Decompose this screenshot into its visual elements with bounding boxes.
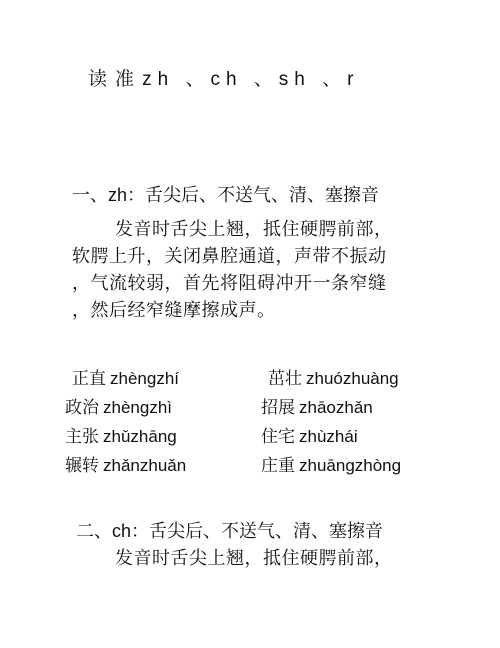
- section-initial: zh: [108, 185, 128, 205]
- paragraph-line: 软腭上升，关闭鼻腔通道，声带不振动: [72, 246, 387, 267]
- word-pinyin: zhùzhái: [299, 427, 358, 446]
- word-item: [65, 397, 172, 419]
- section-number: 一、: [72, 185, 108, 206]
- word-item: [261, 455, 401, 477]
- word-item: [268, 368, 399, 390]
- title-prefix: 读 准: [88, 68, 136, 90]
- paragraph-line: ，然后经窄缝摩擦成声。: [72, 300, 276, 321]
- title-letters: zh 、ch 、sh 、r: [142, 69, 360, 90]
- word-pinyin: zhǔzhāng: [103, 427, 177, 446]
- section-heading-ch: [76, 520, 383, 543]
- word-item: [72, 368, 179, 390]
- word-pinyin: zhāozhǎn: [299, 398, 373, 417]
- word-hanzi: 辗转: [65, 456, 99, 476]
- word-item: [65, 426, 177, 448]
- word-hanzi: 茁壮: [268, 369, 302, 389]
- word-pinyin: zhǎnzhuǎn: [103, 456, 187, 475]
- word-hanzi: 正直: [72, 369, 106, 389]
- word-hanzi: 住宅: [261, 427, 295, 447]
- section-description: ：舌尖后、不送气、清、塞擦音: [131, 521, 384, 542]
- word-pinyin: zhèngzhí: [110, 369, 179, 388]
- word-hanzi: 政治: [65, 398, 99, 418]
- word-hanzi: 主张: [65, 427, 99, 447]
- word-hanzi: 庄重: [261, 456, 295, 476]
- word-hanzi: 招展: [261, 398, 295, 418]
- word-pinyin: zhuózhuàng: [306, 369, 399, 388]
- word-item: [261, 426, 358, 448]
- word-item: [65, 455, 186, 477]
- word-pinyin: zhuāngzhòng: [299, 456, 402, 475]
- paragraph-line: ，气流较弱，首先将阻碍冲开一条窄缝: [72, 273, 387, 294]
- word-item: [261, 397, 373, 419]
- section-description: ：舌尖后、不送气、清、塞擦音: [127, 185, 380, 206]
- section-initial: ch: [112, 521, 132, 541]
- section-heading-zh: [72, 184, 379, 207]
- paragraph-line: 发音时舌尖上翘，抵住硬腭前部，: [115, 219, 393, 240]
- page-title: [88, 68, 359, 91]
- word-pinyin: zhèngzhì: [103, 398, 172, 417]
- paragraph-line: 发音时舌尖上翘，抵住硬腭前部，: [115, 548, 393, 569]
- section-number: 二、: [76, 521, 112, 542]
